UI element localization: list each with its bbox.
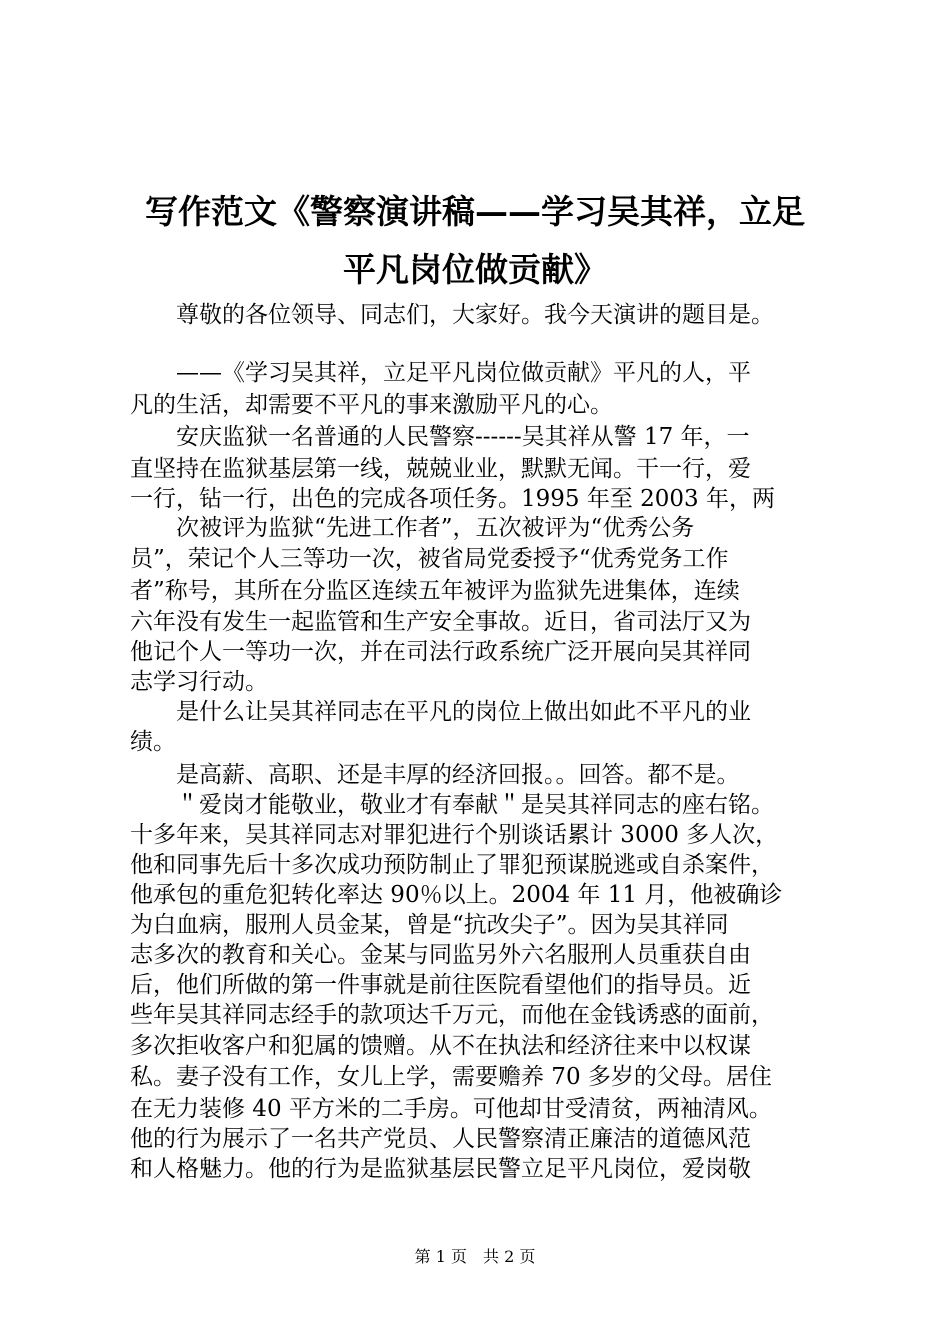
body-line: 他和同事先后十多次成功预防制止了罪犯预谋脱逃或自杀案件， [130, 852, 774, 878]
body-line: 十多年来，吴其祥同志对罪犯进行个别谈话累计 3000 多人次， [130, 822, 779, 848]
body-line: 在无力装修 40 平方米的二手房。可他却甘受清贫，两袖清风。 [130, 1096, 772, 1122]
body-line: 他承包的重危犯转化率达 90％以上。2004 年 11 月，他被确诊 [130, 882, 783, 908]
body-line: 一行，钻一行，出色的完成各项任务。1995 年至 2003 年，两 [130, 486, 775, 512]
body-line: 直坚持在监狱基层第一线，兢兢业业，默默无闻。干一行，爱 [130, 456, 751, 482]
page-footer: 第 1 页 共 2 页 [414, 1247, 536, 1266]
body-line: 志学习行动。 [130, 669, 268, 695]
body-line: 者”称号，其所在分监区连续五年被评为监狱先进集体，连续 [130, 578, 740, 604]
body-line: 他的行为展示了一名共产党员、人民警察清正廉洁的道德风范 [130, 1126, 751, 1152]
body-line: 尊敬的各位领导、同志们，大家好。我今天演讲的题目是。 [130, 302, 774, 328]
body-line: 员”，荣记个人三等功一次，被省局党委授予“优秀党务工作 [130, 546, 729, 572]
body-line: 是什么让吴其祥同志在平凡的岗位上做出如此不平凡的业 [130, 699, 751, 725]
body-line: ——《学习吴其祥，立足平凡岗位做贡献》平凡的人，平 [130, 360, 751, 386]
body-line: 多次拒收客户和犯属的馈赠。从不在执法和经济往来中以权谋 [130, 1033, 751, 1059]
body-line: 私。妻子没有工作，女儿上学，需要赡养 70 多岁的父母。居住 [130, 1064, 772, 1090]
document-title-line-1: 写作范文《警察演讲稿——学习吴其祥，立足 [145, 192, 805, 231]
body-line: 六年没有发生一起监管和生产安全事故。近日，省司法厅又为 [130, 609, 751, 635]
body-line: 次被评为监狱“先进工作者”，五次被评为“优秀公务 [130, 515, 695, 541]
body-line: 些年吴其祥同志经手的款项达千万元，而他在金钱诱惑的面前， [130, 1002, 774, 1028]
body-line: 后，他们所做的第一件事就是前往医院看望他们的指导员。近 [130, 972, 751, 998]
body-line: 为白血病，服刑人员金某，曾是“抗改尖子”。因为吴其祥同 [130, 912, 729, 938]
body-line: 他记个人一等功一次，并在司法行政系统广泛开展向吴其祥同 [130, 639, 751, 665]
body-line: 和人格魅力。他的行为是监狱基层民警立足平凡岗位，爱岗敬 [130, 1156, 751, 1182]
body-line: 绩。 [130, 729, 176, 755]
body-line: 是高薪、高职、还是丰厚的经济回报。。回答。都不是。 [130, 762, 740, 788]
document-title-line-2: 平凡岗位做贡献》 [343, 250, 607, 289]
body-line: 凡的生活，却需要不平凡的事来激励平凡的心。 [130, 392, 613, 418]
body-line: 志多次的教育和关心。金某与同监另外六名服刑人员重获自由 [130, 942, 751, 968]
body-line: 安庆监狱一名普通的人民警察------吴其祥从警 17 年，一 [130, 424, 750, 450]
body-line: ＂爱岗才能敬业，敬业才有奉献＂是吴其祥同志的座右铭。 [130, 792, 774, 818]
